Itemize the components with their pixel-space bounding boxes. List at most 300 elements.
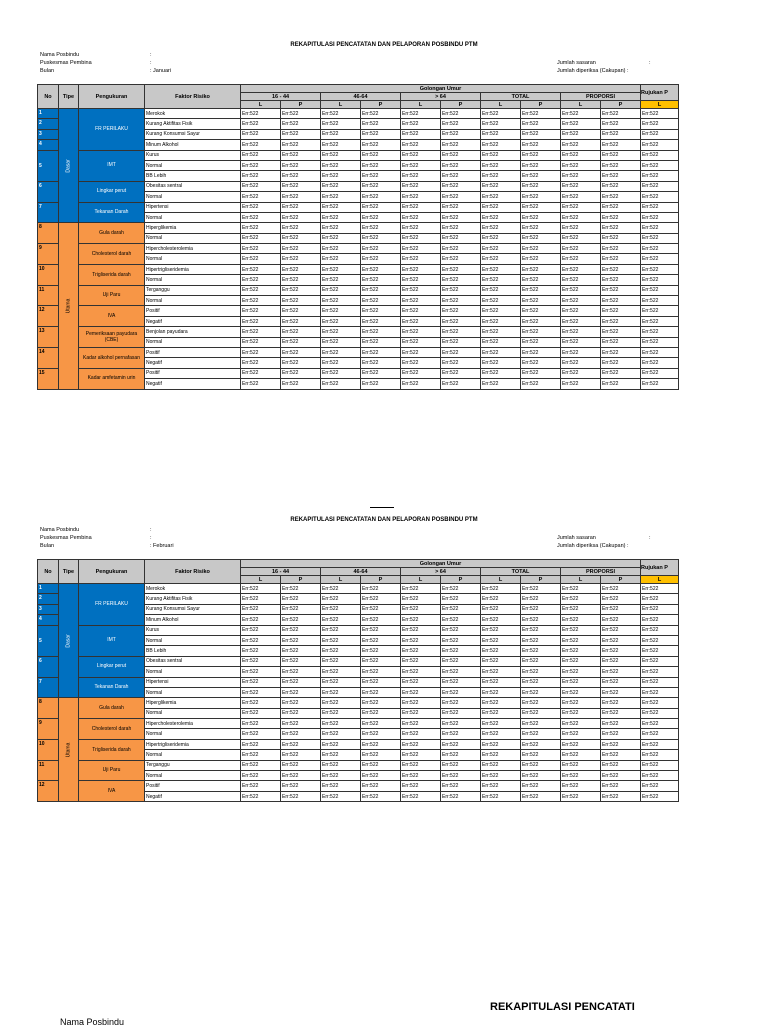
value-cell: Err:522 (521, 719, 561, 729)
value-cell: Err:522 (361, 316, 401, 326)
value-cell: Err:522 (361, 150, 401, 160)
value-cell: Err:522 (641, 306, 679, 316)
row-number: 6 (38, 181, 59, 202)
value-cell: Err:522 (521, 368, 561, 378)
faktor-risiko-cell: Normal (145, 212, 241, 222)
value-cell: Err:522 (601, 358, 641, 368)
value-cell: Err:522 (561, 150, 601, 160)
faktor-risiko-cell: Normal (145, 296, 241, 306)
meta-left (40, 526, 174, 550)
value-cell: Err:522 (321, 223, 361, 233)
value-cell: Err:522 (441, 368, 481, 378)
value-cell: Err:522 (521, 296, 561, 306)
value-cell: Err:522 (561, 719, 601, 729)
row-number: 10 (38, 739, 59, 760)
pengukuran-cell: FR PERILAKU (79, 109, 145, 151)
pengukuran-cell: Gula darah (79, 223, 145, 244)
value-cell: Err:522 (641, 160, 679, 170)
value-cell: Err:522 (601, 327, 641, 337)
faktor-risiko-cell: Minum Alkohol (145, 140, 241, 150)
meta-value: : (150, 52, 152, 58)
meta-row (557, 67, 651, 75)
value-cell: Err:522 (241, 698, 281, 708)
value-cell: Err:522 (481, 275, 521, 285)
value-cell: Err:522 (241, 181, 281, 191)
value-cell: Err:522 (481, 129, 521, 139)
value-cell: Err:522 (521, 729, 561, 739)
meta-value: : Januari (150, 68, 172, 74)
value-cell: Err:522 (521, 698, 561, 708)
faktor-risiko-cell: Kurang Konsumsi Sayur (145, 129, 241, 139)
value-cell: Err:522 (401, 379, 441, 389)
value-cell: Err:522 (361, 244, 401, 254)
value-cell: Err:522 (401, 212, 441, 222)
value-cell: Err:522 (321, 698, 361, 708)
value-cell: Err:522 (281, 316, 321, 326)
value-cell: Err:522 (241, 129, 281, 139)
rekap-table (37, 84, 679, 390)
row-number: 2 (38, 119, 59, 129)
value-cell: Err:522 (561, 327, 601, 337)
value-cell: Err:522 (361, 625, 401, 635)
value-cell: Err:522 (361, 708, 401, 718)
header-rujukan-l: L (641, 101, 679, 109)
value-cell: Err:522 (241, 635, 281, 645)
value-cell: Err:522 (441, 358, 481, 368)
meta-row (40, 67, 171, 75)
header-sex: L (561, 576, 601, 584)
value-cell: Err:522 (601, 594, 641, 604)
value-cell: Err:522 (281, 306, 321, 316)
value-cell: Err:522 (321, 327, 361, 337)
value-cell: Err:522 (401, 150, 441, 160)
value-cell: Err:522 (241, 667, 281, 677)
value-cell: Err:522 (241, 584, 281, 594)
value-cell: Err:522 (241, 150, 281, 160)
table-row (38, 739, 679, 749)
value-cell: Err:522 (601, 254, 641, 264)
value-cell: Err:522 (641, 296, 679, 306)
value-cell: Err:522 (521, 119, 561, 129)
value-cell: Err:522 (281, 667, 321, 677)
header-golongan: Golongan Umur (241, 85, 641, 93)
value-cell: Err:522 (361, 223, 401, 233)
value-cell: Err:522 (641, 244, 679, 254)
value-cell: Err:522 (361, 192, 401, 202)
faktor-risiko-cell: Hipertensi (145, 677, 241, 687)
value-cell: Err:522 (481, 160, 521, 170)
value-cell: Err:522 (321, 119, 361, 129)
faktor-risiko-cell: Normal (145, 771, 241, 781)
value-cell: Err:522 (641, 771, 679, 781)
value-cell: Err:522 (281, 625, 321, 635)
faktor-risiko-cell: Normal (145, 160, 241, 170)
table-row (38, 327, 679, 337)
value-cell: Err:522 (321, 781, 361, 791)
tipe-dasar (59, 584, 79, 698)
meta-row (557, 542, 651, 550)
value-cell: Err:522 (521, 202, 561, 212)
value-cell: Err:522 (441, 306, 481, 316)
value-cell: Err:522 (561, 244, 601, 254)
value-cell: Err:522 (241, 771, 281, 781)
pengukuran-cell: Uji Paru (79, 285, 145, 306)
pengukuran-cell: Trigliserida darah (79, 264, 145, 285)
table-row (38, 150, 679, 160)
value-cell: Err:522 (281, 160, 321, 170)
value-cell: Err:522 (361, 285, 401, 295)
row-number: 4 (38, 615, 59, 625)
faktor-risiko-cell: Negatif (145, 791, 241, 801)
value-cell: Err:522 (561, 708, 601, 718)
meta-row (40, 59, 171, 67)
value-cell: Err:522 (561, 594, 601, 604)
value-cell: Err:522 (481, 379, 521, 389)
value-cell: Err:522 (361, 739, 401, 749)
value-cell: Err:522 (281, 212, 321, 222)
value-cell: Err:522 (521, 327, 561, 337)
value-cell: Err:522 (401, 719, 441, 729)
header-faktor: Faktor Risiko (145, 85, 241, 109)
value-cell: Err:522 (561, 171, 601, 181)
value-cell: Err:522 (521, 140, 561, 150)
table-row (38, 677, 679, 687)
value-cell: Err:522 (401, 337, 441, 347)
value-cell: Err:522 (601, 347, 641, 357)
value-cell: Err:522 (281, 192, 321, 202)
faktor-risiko-cell: Hipertrigliseridemia (145, 739, 241, 749)
value-cell: Err:522 (241, 223, 281, 233)
value-cell: Err:522 (641, 656, 679, 666)
value-cell: Err:522 (281, 584, 321, 594)
tipe-dasar (59, 109, 79, 223)
value-cell: Err:522 (521, 244, 561, 254)
value-cell: Err:522 (601, 212, 641, 222)
value-cell: Err:522 (441, 202, 481, 212)
value-cell: Err:522 (561, 635, 601, 645)
value-cell: Err:522 (601, 719, 641, 729)
row-number: 3 (38, 129, 59, 139)
value-cell: Err:522 (481, 677, 521, 687)
header-age-group: 16 - 44 (241, 568, 321, 576)
value-cell: Err:522 (321, 109, 361, 119)
value-cell: Err:522 (321, 233, 361, 243)
meta-left (40, 51, 171, 75)
value-cell: Err:522 (441, 791, 481, 801)
value-cell: Err:522 (401, 327, 441, 337)
value-cell: Err:522 (601, 646, 641, 656)
pengukuran-cell: IMT (79, 150, 145, 181)
faktor-risiko-cell: Positif (145, 306, 241, 316)
report-title: REKAPITULASI PENCATATAN DAN PELAPORAN POSBINDU PTM (290, 517, 478, 523)
bottom-title: REKAPITULASI PENCATATI (490, 1001, 635, 1013)
value-cell: Err:522 (641, 368, 679, 378)
value-cell: Err:522 (561, 296, 601, 306)
value-cell: Err:522 (521, 285, 561, 295)
value-cell: Err:522 (641, 337, 679, 347)
value-cell: Err:522 (321, 140, 361, 150)
meta-row (40, 534, 174, 542)
table-row (38, 368, 679, 378)
faktor-risiko-cell: Hiperglikemia (145, 698, 241, 708)
faktor-risiko-cell: Normal (145, 275, 241, 285)
value-cell: Err:522 (601, 119, 641, 129)
row-number: 3 (38, 604, 59, 614)
value-cell: Err:522 (321, 667, 361, 677)
value-cell: Err:522 (241, 160, 281, 170)
value-cell: Err:522 (441, 129, 481, 139)
header-age-group: TOTAL (481, 568, 561, 576)
header-row (38, 85, 679, 93)
value-cell: Err:522 (481, 760, 521, 770)
value-cell: Err:522 (321, 212, 361, 222)
faktor-risiko-cell: Terganggu (145, 760, 241, 770)
value-cell: Err:522 (641, 584, 679, 594)
value-cell: Err:522 (481, 337, 521, 347)
pengukuran-cell: Cholesterol darah (79, 719, 145, 740)
pengukuran-cell: Tekanan Darah (79, 677, 145, 698)
value-cell: Err:522 (281, 285, 321, 295)
value-cell: Err:522 (321, 181, 361, 191)
value-cell: Err:522 (241, 192, 281, 202)
value-cell: Err:522 (401, 316, 441, 326)
value-cell: Err:522 (521, 750, 561, 760)
value-cell: Err:522 (281, 264, 321, 274)
table-row (38, 109, 679, 119)
value-cell: Err:522 (361, 687, 401, 697)
value-cell: Err:522 (641, 594, 679, 604)
value-cell: Err:522 (521, 635, 561, 645)
value-cell: Err:522 (441, 119, 481, 129)
value-cell: Err:522 (321, 615, 361, 625)
value-cell: Err:522 (481, 171, 521, 181)
value-cell: Err:522 (401, 254, 441, 264)
value-cell: Err:522 (441, 212, 481, 222)
value-cell: Err:522 (641, 254, 679, 264)
value-cell: Err:522 (321, 160, 361, 170)
value-cell: Err:522 (441, 781, 481, 791)
value-cell: Err:522 (441, 337, 481, 347)
value-cell: Err:522 (361, 233, 401, 243)
value-cell: Err:522 (321, 771, 361, 781)
faktor-risiko-cell: Negatif (145, 316, 241, 326)
value-cell: Err:522 (401, 296, 441, 306)
value-cell: Err:522 (481, 119, 521, 129)
value-cell: Err:522 (561, 760, 601, 770)
value-cell: Err:522 (601, 677, 641, 687)
value-cell: Err:522 (521, 604, 561, 614)
value-cell: Err:522 (321, 129, 361, 139)
value-cell: Err:522 (361, 677, 401, 687)
faktor-risiko-cell: Normal (145, 750, 241, 760)
value-cell: Err:522 (561, 275, 601, 285)
value-cell: Err:522 (521, 781, 561, 791)
faktor-risiko-cell: Normal (145, 192, 241, 202)
value-cell: Err:522 (361, 646, 401, 656)
value-cell: Err:522 (641, 140, 679, 150)
value-cell: Err:522 (281, 140, 321, 150)
value-cell: Err:522 (641, 791, 679, 801)
meta-value: : (150, 535, 152, 541)
value-cell: Err:522 (361, 337, 401, 347)
header-sex: P (361, 101, 401, 109)
value-cell: Err:522 (561, 687, 601, 697)
value-cell: Err:522 (641, 687, 679, 697)
value-cell: Err:522 (441, 687, 481, 697)
value-cell: Err:522 (481, 739, 521, 749)
value-cell: Err:522 (561, 646, 601, 656)
value-cell: Err:522 (641, 171, 679, 181)
value-cell: Err:522 (241, 275, 281, 285)
value-cell: Err:522 (481, 708, 521, 718)
value-cell: Err:522 (481, 584, 521, 594)
value-cell: Err:522 (561, 109, 601, 119)
value-cell: Err:522 (601, 244, 641, 254)
value-cell: Err:522 (601, 181, 641, 191)
value-cell: Err:522 (641, 615, 679, 625)
row-number: 12 (38, 781, 59, 802)
value-cell: Err:522 (361, 368, 401, 378)
value-cell: Err:522 (521, 223, 561, 233)
value-cell: Err:522 (481, 316, 521, 326)
pengukuran-cell: IVA (79, 306, 145, 327)
value-cell: Err:522 (361, 212, 401, 222)
value-cell: Err:522 (241, 347, 281, 357)
value-cell: Err:522 (241, 358, 281, 368)
pengukuran-cell: Lingkar perut (79, 656, 145, 677)
faktor-risiko-cell: BB Lebih (145, 646, 241, 656)
meta-label: Jumlah sasaran (557, 60, 596, 66)
faktor-risiko-cell: Normal (145, 687, 241, 697)
value-cell: Err:522 (401, 739, 441, 749)
meta-label: Jumlah sasaran (557, 535, 596, 541)
value-cell: Err:522 (601, 337, 641, 347)
faktor-risiko-cell: Hiperglikemia (145, 223, 241, 233)
value-cell: Err:522 (601, 316, 641, 326)
value-cell: Err:522 (441, 750, 481, 760)
value-cell: Err:522 (241, 119, 281, 129)
value-cell: Err:522 (401, 729, 441, 739)
value-cell: Err:522 (281, 698, 321, 708)
value-cell: Err:522 (321, 192, 361, 202)
header-rujukan-l: L (641, 576, 679, 584)
value-cell: Err:522 (521, 109, 561, 119)
header-age-group: 16 - 44 (241, 93, 321, 101)
value-cell: Err:522 (601, 379, 641, 389)
row-number: 8 (38, 698, 59, 719)
pengukuran-cell: Kadar alkohol pernafasan (79, 347, 145, 368)
meta-value: : (150, 527, 152, 533)
value-cell: Err:522 (641, 646, 679, 656)
value-cell: Err:522 (321, 150, 361, 160)
value-cell: Err:522 (481, 635, 521, 645)
value-cell: Err:522 (401, 584, 441, 594)
value-cell: Err:522 (441, 379, 481, 389)
value-cell: Err:522 (401, 306, 441, 316)
value-cell: Err:522 (361, 729, 401, 739)
value-cell: Err:522 (401, 615, 441, 625)
value-cell: Err:522 (481, 264, 521, 274)
value-cell: Err:522 (401, 708, 441, 718)
value-cell: Err:522 (441, 771, 481, 781)
header-sex: L (401, 576, 441, 584)
value-cell: Err:522 (641, 223, 679, 233)
table-row (38, 781, 679, 791)
value-cell: Err:522 (281, 604, 321, 614)
value-cell: Err:522 (481, 212, 521, 222)
tipe-label: Dasar (65, 633, 72, 648)
faktor-risiko-cell: Positif (145, 347, 241, 357)
value-cell: Err:522 (361, 791, 401, 801)
value-cell: Err:522 (241, 781, 281, 791)
tipe-label: Utama (65, 298, 72, 314)
value-cell: Err:522 (241, 296, 281, 306)
faktor-risiko-cell: Obesitas sentral (145, 181, 241, 191)
value-cell: Err:522 (561, 698, 601, 708)
value-cell: Err:522 (481, 604, 521, 614)
value-cell: Err:522 (441, 254, 481, 264)
value-cell: Err:522 (481, 109, 521, 119)
row-number: 12 (38, 306, 59, 327)
value-cell: Err:522 (561, 625, 601, 635)
value-cell: Err:522 (241, 687, 281, 697)
meta-row (40, 542, 174, 550)
value-cell: Err:522 (561, 368, 601, 378)
table-row (38, 719, 679, 729)
meta-label: Puskesmas Pembina (40, 535, 92, 541)
value-cell: Err:522 (241, 316, 281, 326)
value-cell: Err:522 (561, 233, 601, 243)
value-cell: Err:522 (361, 656, 401, 666)
header-tipe: Tipe (59, 560, 79, 584)
value-cell: Err:522 (241, 264, 281, 274)
value-cell: Err:522 (641, 604, 679, 614)
value-cell: Err:522 (561, 140, 601, 150)
meta-value: : (150, 60, 152, 66)
faktor-risiko-cell: Merokok (145, 584, 241, 594)
value-cell: Err:522 (521, 625, 561, 635)
value-cell: Err:522 (441, 604, 481, 614)
value-cell: Err:522 (641, 358, 679, 368)
row-number: 4 (38, 140, 59, 150)
value-cell: Err:522 (601, 708, 641, 718)
value-cell: Err:522 (361, 667, 401, 677)
table-row (38, 625, 679, 635)
value-cell: Err:522 (361, 119, 401, 129)
row-number: 15 (38, 368, 59, 389)
meta-right (557, 59, 651, 75)
value-cell: Err:522 (641, 264, 679, 274)
value-cell: Err:522 (641, 739, 679, 749)
value-cell: Err:522 (641, 719, 679, 729)
value-cell: Err:522 (561, 119, 601, 129)
value-cell: Err:522 (481, 771, 521, 781)
value-cell: Err:522 (441, 760, 481, 770)
value-cell: Err:522 (241, 171, 281, 181)
value-cell: Err:522 (241, 646, 281, 656)
value-cell: Err:522 (521, 584, 561, 594)
pengukuran-cell: Gula darah (79, 698, 145, 719)
value-cell: Err:522 (481, 719, 521, 729)
value-cell: Err:522 (281, 594, 321, 604)
value-cell: Err:522 (641, 192, 679, 202)
faktor-risiko-cell: Kurang Aktifitas Fisik (145, 119, 241, 129)
value-cell: Err:522 (281, 233, 321, 243)
value-cell: Err:522 (641, 119, 679, 129)
value-cell: Err:522 (321, 244, 361, 254)
value-cell: Err:522 (561, 223, 601, 233)
tipe-label: Utama (65, 742, 72, 758)
